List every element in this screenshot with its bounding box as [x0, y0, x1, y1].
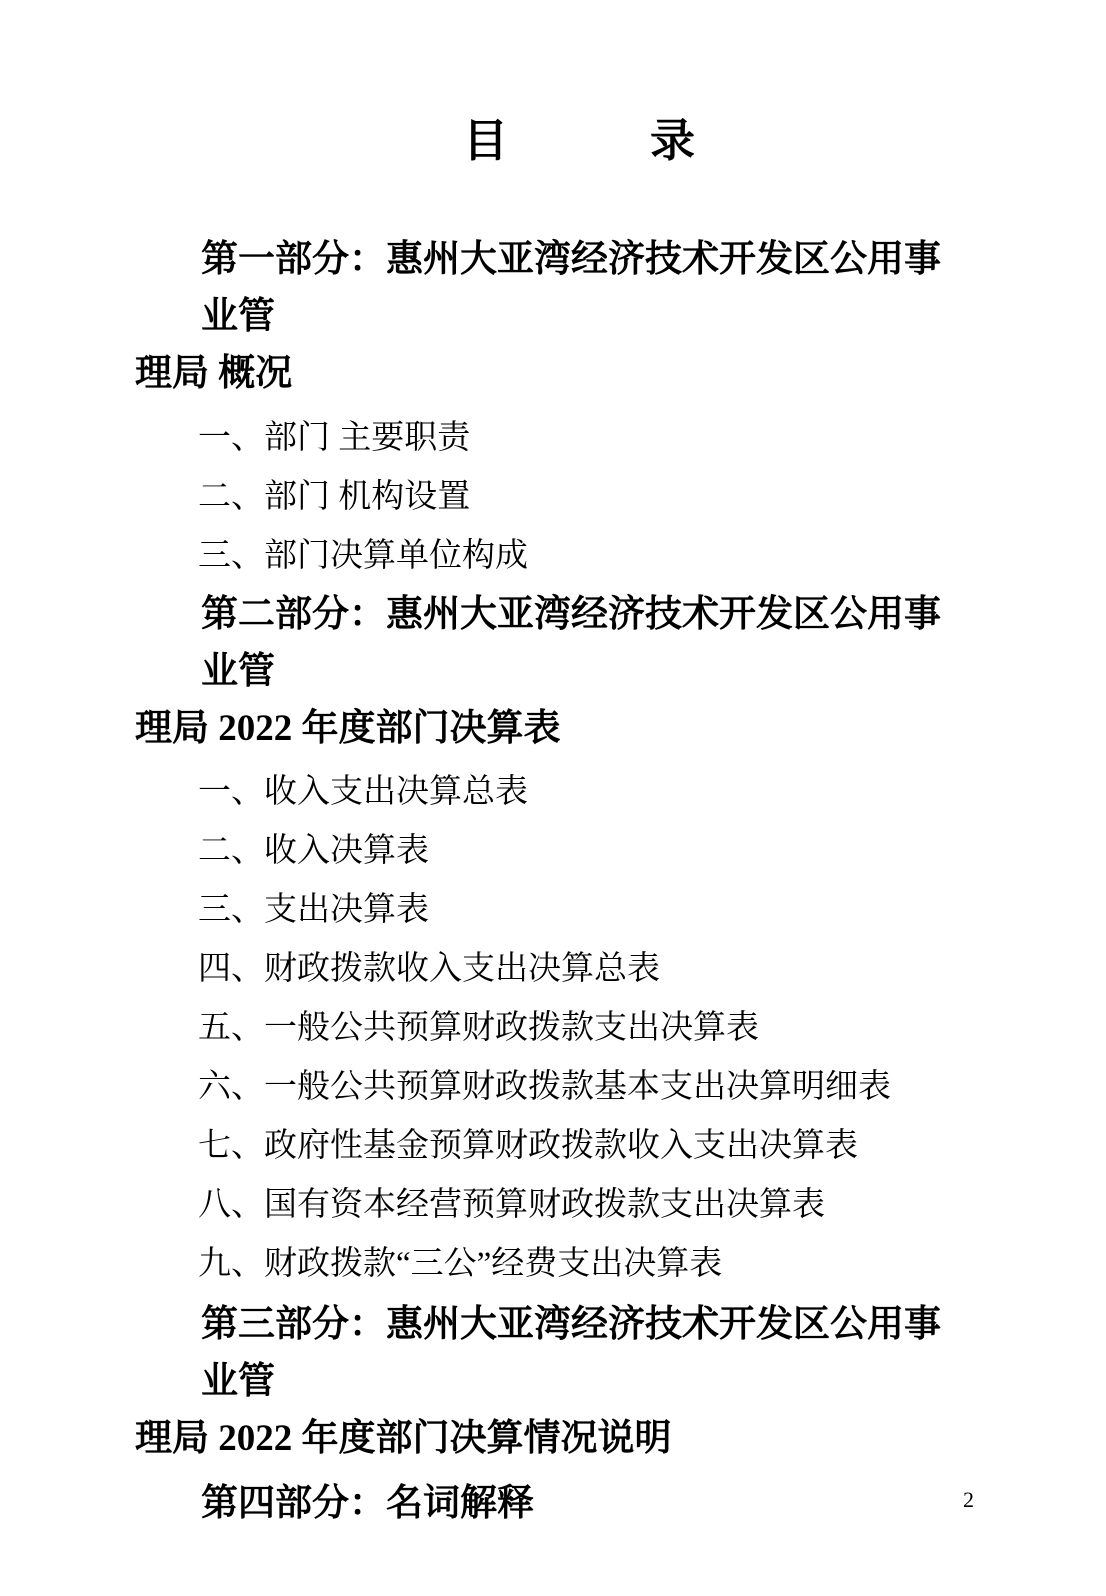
part-2-heading-line-2: 理局 2022 年度部门决算表	[135, 708, 561, 749]
title-char-right: 录	[650, 116, 696, 166]
toc-item: 三、支出决算表	[198, 892, 429, 928]
part-2-heading-line-1: 第二部分：惠州大亚湾经济技术开发区公用事业管	[201, 594, 941, 692]
toc-item: 八、国有资本经营预算财政拨款支出决算表	[198, 1187, 825, 1223]
toc-item: 七、政府性基金预算财政拨款收入支出决算表	[198, 1128, 858, 1164]
toc-item: 六、一般公共预算财政拨款基本支出决算明细表	[198, 1069, 891, 1105]
toc-item: 一、部门 主要职责	[198, 420, 471, 456]
toc-item: 三、部门决算单位构成	[198, 538, 528, 574]
part-3-heading	[135, 1296, 976, 1467]
page-number: 2	[963, 1487, 974, 1512]
toc-item: 五、一般公共预算财政拨款支出决算表	[198, 1010, 759, 1046]
toc-item: 二、收入决算表	[198, 833, 429, 869]
part-1-heading	[135, 231, 976, 402]
part-1-items	[135, 409, 976, 586]
part-4-heading-line-1: 第四部分：名词解释	[201, 1483, 534, 1524]
toc-item: 四、财政拨款收入支出决算总表	[198, 951, 660, 987]
part-2-heading	[135, 586, 976, 757]
page-title	[0, 110, 1106, 172]
part-4-heading	[135, 1475, 976, 1532]
part-2-items	[135, 763, 976, 1294]
part-1-heading-line-2: 理局 概况	[135, 353, 293, 394]
part-3-heading-line-2: 理局 2022 年度部门决算情况说明	[135, 1418, 672, 1459]
part-1-heading-line-1: 第一部分：惠州大亚湾经济技术开发区公用事业管	[201, 239, 941, 337]
title-char-left: 目	[462, 116, 508, 166]
toc-item: 一、收入支出决算总表	[198, 774, 528, 810]
toc-item: 九、财政拨款“三公”经费支出决算表	[198, 1246, 723, 1282]
toc-item: 二、部门 机构设置	[198, 479, 471, 515]
part-3-heading-line-1: 第三部分：惠州大亚湾经济技术开发区公用事业管	[201, 1304, 941, 1402]
table-of-contents	[135, 231, 976, 1532]
